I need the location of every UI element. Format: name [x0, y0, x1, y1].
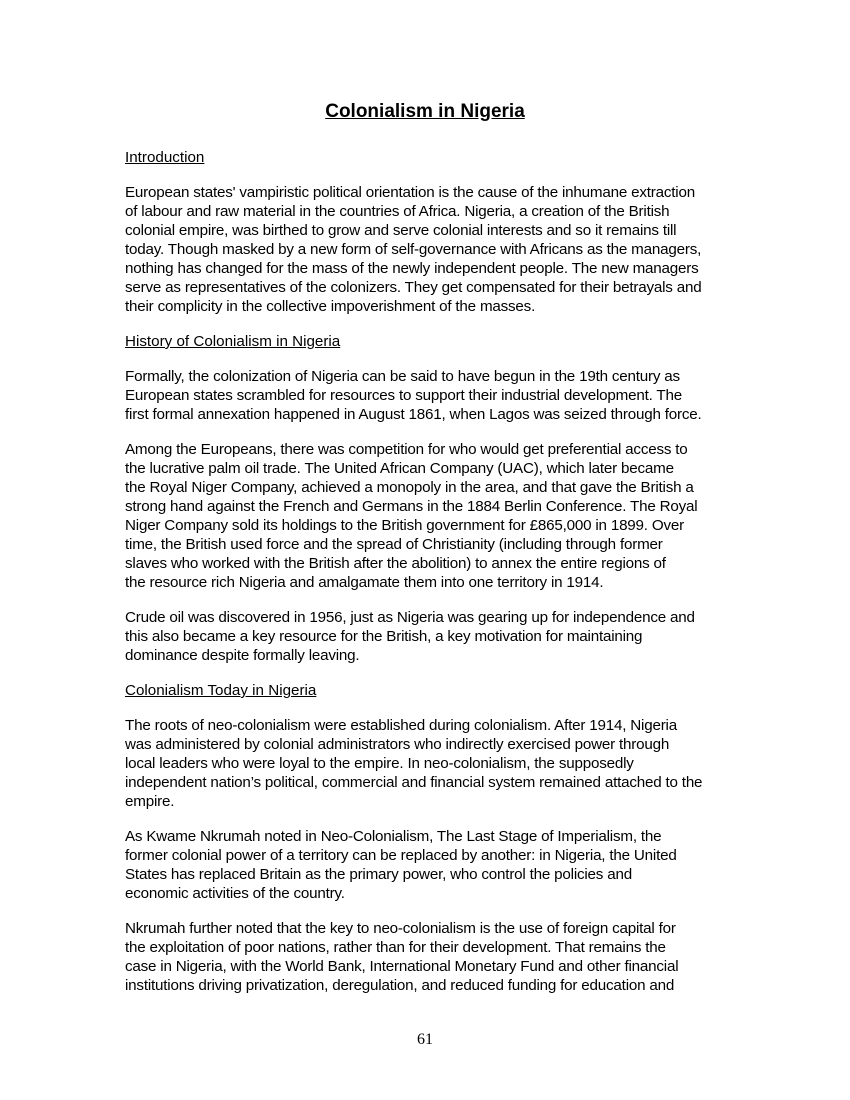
paragraph-line: the lucrative palm oil trade. The United African Company (UAC), which later became [125, 460, 674, 477]
paragraph-line: was administered by colonial administrators who indirectly exercised power through [125, 736, 670, 753]
paragraph-line: slaves who worked with the British after the abolition) to annex the entire regions of [125, 555, 666, 572]
paragraph-line: dominance despite formally leaving. [125, 647, 360, 664]
paragraph-line: their complicity in the collective impoverishment of the masses. [125, 298, 536, 315]
paragraph-line: the Royal Niger Company, achieved a monopoly in the area, and that gave the British a [125, 479, 694, 496]
paragraph-line: the resource rich Nigeria and amalgamate them into one territory in 1914. [125, 574, 604, 591]
paragraph-line: States has replaced Britain as the primary power, who control the policies and [125, 866, 632, 883]
document-body [125, 148, 725, 995]
paragraph-line: European states' vampiristic political orientation is the cause of the inhumane extraction [125, 184, 695, 201]
paragraph-line: As Kwame Nkrumah noted in Neo-Colonialism, The Last Stage of Imperialism, the [125, 828, 662, 845]
paragraph-line: Nkrumah further noted that the key to neo-colonialism is the use of foreign capital for [125, 920, 676, 937]
paragraph-line: of labour and raw material in the countries of Africa. Nigeria, a creation of the British [125, 203, 670, 220]
paragraph-line: former colonial power of a territory can be replaced by another: in Nigeria, the United [125, 847, 677, 864]
paragraph [125, 367, 725, 424]
paragraph-line: Crude oil was discovered in 1956, just as Nigeria was gearing up for independence and [125, 609, 695, 626]
paragraph-line: this also became a key resource for the British, a key motivation for maintaining [125, 628, 643, 645]
paragraph [125, 716, 725, 811]
section-heading: History of Colonialism in Nigeria [125, 333, 341, 350]
paragraph-line: serve as representatives of the colonizers. They get compensated for their betrayals and [125, 279, 702, 296]
paragraph-line: Among the Europeans, there was competition for who would get preferential access to [125, 441, 688, 458]
section-heading: Colonialism Today in Nigeria [125, 682, 317, 699]
paragraph-line: the exploitation of poor nations, rather than for their development. That remains the [125, 939, 666, 956]
paragraph-line: time, the British used force and the spread of Christianity (including through former [125, 536, 663, 553]
document-title: Colonialism in Nigeria [325, 101, 525, 122]
paragraph [125, 440, 725, 592]
paragraph-line: case in Nigeria, with the World Bank, International Monetary Fund and other financial [125, 958, 679, 975]
paragraph-line: institutions driving privatization, deregulation, and reduced funding for education and [125, 977, 675, 994]
paragraph-line: Niger Company sold its holdings to the British government for £865,000 in 1899. Over [125, 517, 684, 534]
paragraph-line: empire. [125, 793, 175, 810]
paragraph-line: independent nation’s political, commercial and financial system remained attached to the [125, 774, 703, 791]
paragraph-line: strong hand against the French and Germans in the 1884 Berlin Conference. The Royal [125, 498, 698, 515]
section-heading: Introduction [125, 149, 205, 166]
paragraph [125, 183, 725, 316]
document-page [125, 100, 725, 1011]
paragraph [125, 608, 725, 665]
paragraph-line: local leaders who were loyal to the empire. In neo-colonialism, the supposedly [125, 755, 634, 772]
page-number: 61 [417, 1031, 433, 1048]
paragraph-line: European states scrambled for resources to support their industrial development. The [125, 387, 682, 404]
paragraph-line: Formally, the colonization of Nigeria can be said to have begun in the 19th century as [125, 368, 680, 385]
paragraph-line: economic activities of the country. [125, 885, 345, 902]
paragraph-line: The roots of neo-colonialism were established during colonialism. After 1914, Nigeria [125, 717, 677, 734]
paragraph [125, 919, 725, 995]
paragraph-line: colonial empire, was birthed to grow and serve colonial interests and so it remains till [125, 222, 677, 239]
paragraph-line: first formal annexation happened in August 1861, when Lagos was seized through force. [125, 406, 702, 423]
paragraph-line: nothing has changed for the mass of the newly independent people. The new managers [125, 260, 699, 277]
paragraph [125, 827, 725, 903]
paragraph-line: today. Though masked by a new form of self-governance with Africans as the managers, [125, 241, 702, 258]
